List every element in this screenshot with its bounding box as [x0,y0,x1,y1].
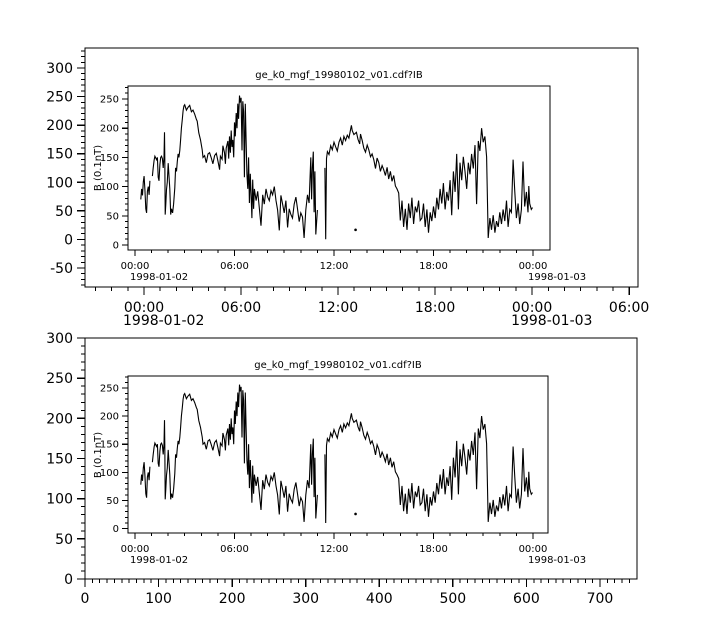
inset-x-tick-label: 06:00 [220,544,249,555]
x-date-label: 1998-01-03 [511,313,593,329]
inset-x-tick-label: 18:00 [419,261,448,272]
outlier-point [354,513,357,516]
inset-y-tick-label: 150 [99,439,119,451]
x-tick-label: 0 [80,591,90,607]
bottom-plot [46,331,637,607]
y-tick-label: -50 [50,260,73,277]
x-tick-label: 06:00 [220,300,262,316]
x-tick-label: 06:00 [608,300,650,316]
inset-x-date-label: 1998-01-03 [527,555,587,566]
inset-x-tick-label: 00:00 [120,544,150,555]
inset-x-tick-label: 00:00 [518,544,548,555]
y-tick-label: 300 [46,61,73,77]
inset-y-tick-label: 250 [99,383,119,395]
top-inset-title: ge_k0_mgf_19980102_v01.cdf?IB [255,70,423,81]
x-date-label: 1998-01-02 [123,313,205,329]
x-tick-label: 700 [586,591,614,607]
inset-x-date-label: 1998-01-02 [130,272,189,283]
inset-x-tick-label: 18:00 [419,544,448,555]
bottom-inset-axes [100,376,586,566]
top-plot [46,48,649,329]
y-tick-label: 300 [46,331,73,347]
inset-y-tick-label: 100 [99,467,119,479]
y-tick-label: 50 [55,531,73,548]
top-inset-axes [100,86,586,283]
y-tick-label: 100 [46,491,73,508]
inset-x-tick-label: 06:00 [220,261,249,272]
bottom-ib-series-line [141,385,533,523]
x-tick-label: 00:00 [511,300,553,316]
x-tick-label: 12:00 [317,300,359,316]
x-tick-label: 400 [365,591,393,607]
x-tick-label: 18:00 [414,300,456,316]
y-tick-label: 150 [46,146,73,163]
inset-x-date-label: 1998-01-02 [130,555,189,566]
inset-x-tick-label: 00:00 [120,261,150,272]
x-tick-label: 300 [292,591,320,607]
bottom-inset-chart [93,360,586,566]
y-tick-label: 250 [46,371,73,388]
x-tick-label: 100 [145,591,172,607]
y-tick-label: 150 [46,451,73,468]
y-tick-label: 200 [46,411,73,428]
x-tick-label: 500 [439,591,467,607]
inset-x-date-label: 1998-01-03 [527,272,587,283]
x-tick-label: 00:00 [123,300,165,316]
top-ib-series-line [141,96,533,240]
y-tick-label: 100 [46,175,73,192]
y-tick-label: 200 [46,118,73,135]
series-path [141,96,533,240]
y-tick-label: 250 [46,89,73,106]
inset-y-tick-label: 100 [99,182,119,194]
top-inset-chart [93,70,586,283]
y-tick-label: 0 [64,232,73,249]
inset-y-tick-label: 250 [99,94,119,106]
inset-y-tick-label: 0 [112,524,119,536]
top-inset-y-axis-label: B (0.1nT) [93,144,104,192]
inset-y-tick-label: 150 [99,152,119,164]
top-plot-axes [46,48,649,329]
inset-x-tick-label: 00:00 [518,261,548,272]
inset-y-tick-label: 50 [106,211,119,223]
inset-y-tick-label: 50 [106,495,119,507]
bottom-inset-y-axis-label: B (0.1nT) [93,431,104,479]
inset-y-tick-label: 200 [99,411,119,423]
y-tick-label: 50 [55,203,73,220]
inset-x-tick-label: 12:00 [319,261,349,272]
series-path [141,385,533,523]
bottom-inset-title: ge_k0_mgf_19980102_v01.cdf?IB [254,360,422,371]
inset-y-tick-label: 200 [99,123,119,135]
x-tick-label: 600 [513,591,540,607]
inset-x-tick-label: 12:00 [319,544,349,555]
outlier-point [354,229,357,232]
x-tick-label: 200 [218,591,246,607]
inset-y-tick-label: 0 [112,240,119,252]
y-tick-label: 0 [64,571,73,588]
